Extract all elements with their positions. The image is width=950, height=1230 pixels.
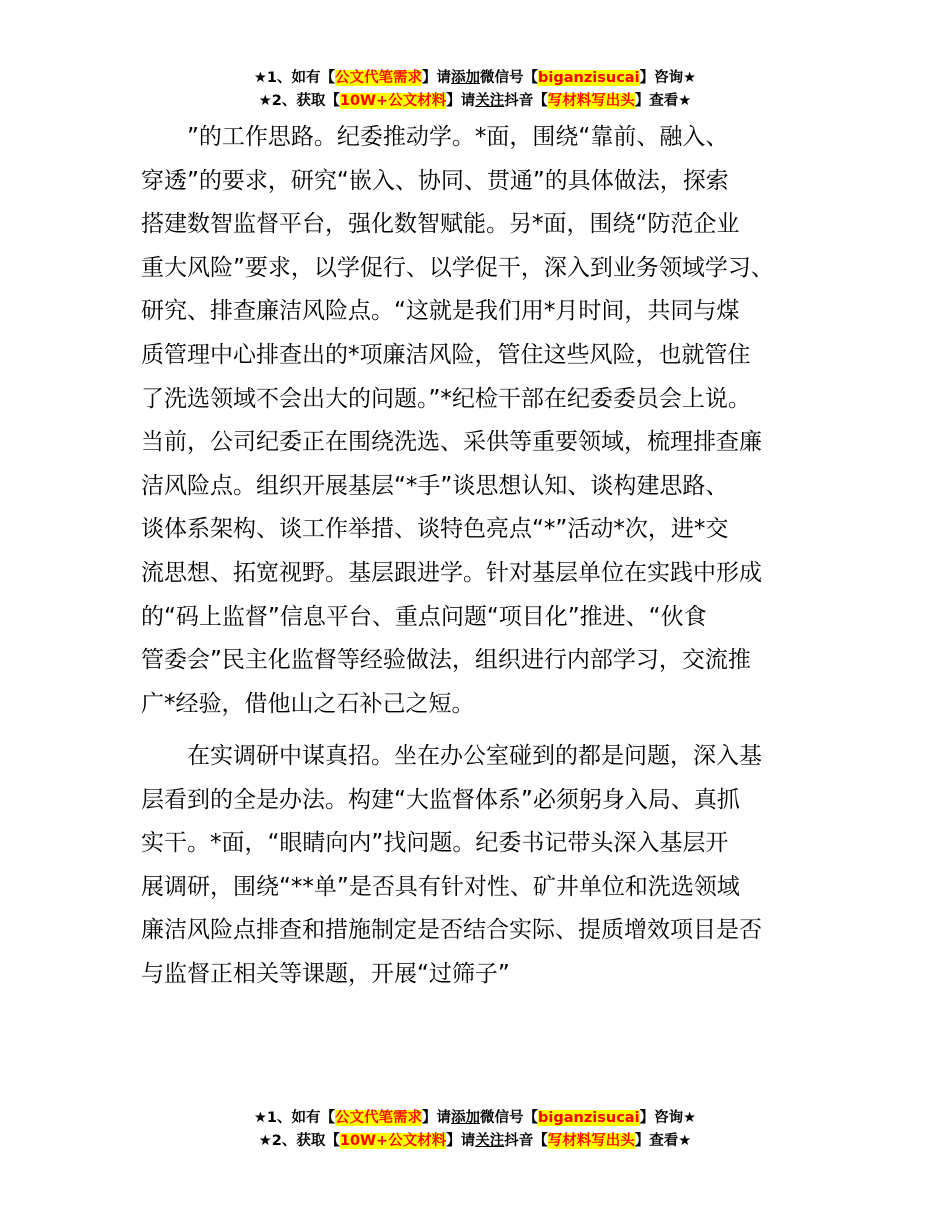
body-line: 流思想、拓宽视野。基层跟进学。针对基层单位在实践中形成 [141,559,762,586]
ad-underlined: 添加 [451,70,481,86]
body-line: 在实调研中谋真招。坐在办公室碰到的都是问题，深入基 [187,743,762,769]
ad-text: 】请 [422,70,452,86]
ad-underlined: 添加 [451,1110,481,1126]
ad-highlight: 公文代笔需求 [335,70,423,86]
header-ad-line-2 [0,90,950,112]
ad-highlight: biganzisucai [538,70,640,86]
body-line: 的“码上监督”信息平台、重点问题“项目化”推进、“伙食 [141,603,707,630]
ad-highlight: 10W+公文材料 [339,93,447,109]
body-line: 洁风险点。组织开展基层“*手”谈思想认知、谈构建思路、 [141,472,729,499]
paragraph-1 [141,116,823,726]
ad-text: 】请 [446,93,476,109]
body-line: 研究、排查廉洁风险点。“这就是我们用*月时间，共同与煤 [141,298,740,325]
body-line: 广*经验，借他山之石补己之短。 [141,690,475,717]
paragraph-2 [141,735,823,997]
ad-text: ★1、如有【 [253,70,336,86]
body-line: 展调研，围绕“**单”是否具有针对性、矿井单位和洗选领域 [141,873,740,900]
ad-highlight: 写材料写出头 [547,93,635,109]
body-line: 穿透”的要求，研究“嵌入、协同、贯通”的具体做法，探索 [141,167,729,194]
body-line: 当前，公司纪委正在围绕洗选、采供等重要领域，梳理排查廉 [141,429,762,456]
ad-highlight: 公文代笔需求 [335,1110,423,1126]
ad-text: ★2、获取【 [258,93,340,109]
ad-text: 抖音【 [504,1133,548,1149]
body-line: 质管理中心排查出的*项廉洁风险，管住这些风险，也就管住 [141,341,751,368]
ad-highlight: 写材料写出头 [547,1133,635,1149]
body-line: 谈体系架构、谈工作举措、谈特色亮点“*”活动*次，进*交 [141,516,729,543]
body-line: 重大风险”要求，以学促行、以学促干，深入到业务领域学习、 [141,254,774,281]
ad-text: 】请 [422,1110,452,1126]
ad-text: 】查看★ [634,1133,692,1149]
ad-underlined: 关注 [475,1133,505,1149]
header-ad-line-1 [0,67,950,89]
ad-text: 微信号【 [480,70,539,86]
body-line: 了洗选领域不会出大的问题。”*纪检干部在纪委委员会上说。 [141,385,751,412]
body-line: ”的工作思路。纪委推动学。*面，围绕“靠前、融入、 [187,124,729,150]
ad-highlight: 10W+公文材料 [339,1133,447,1149]
ad-text: 】请 [446,1133,476,1149]
body-line: 廉洁风险点排查和措施制定是否结合实际、提质增效项目是否 [141,917,762,944]
ad-highlight: biganzisucai [538,1110,640,1126]
ad-text: 】咨询★ [639,1110,697,1126]
footer-ad-line-2 [0,1130,950,1152]
body-line: 实干。*面，“眼睛向内”找问题。纪委书记带头深入基层开 [141,830,729,857]
ad-text: ★2、获取【 [258,1133,340,1149]
body-line: 层看到的全是办法。构建“大监督体系”必须躬身入局、真抓 [141,786,740,813]
footer-ad-line-1 [0,1107,950,1129]
ad-underlined: 关注 [475,93,505,109]
body-line: 与监督正相关等课题，开展“过筛子” [141,960,510,987]
body-line: 管委会”民主化监督等经验做法，组织进行内部学习，交流推 [141,647,751,674]
ad-text: 】咨询★ [639,70,697,86]
ad-text: ★1、如有【 [253,1110,336,1126]
ad-text: 抖音【 [504,93,548,109]
body-line: 搭建数智监督平台，强化数智赋能。另*面，围绕“防范企业 [141,211,740,238]
ad-text: 微信号【 [480,1110,539,1126]
ad-text: 】查看★ [634,93,692,109]
